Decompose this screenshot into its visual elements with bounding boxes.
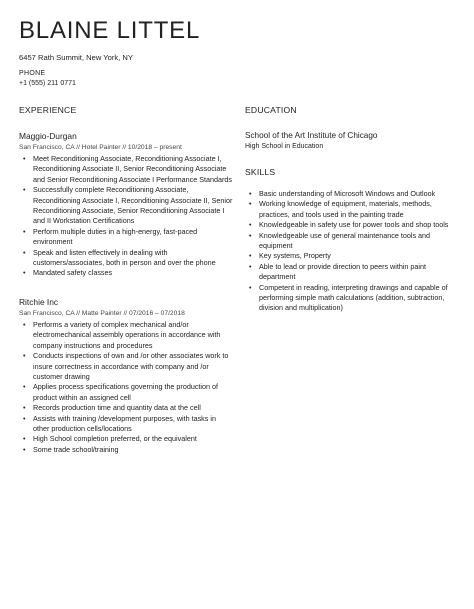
job-company: Ritchie Inc	[19, 296, 59, 307]
skills-list	[245, 189, 460, 314]
phone-number: +1 (555) 211 0771	[19, 80, 76, 87]
skills-heading: SKILLS	[245, 167, 276, 177]
job-bullet: • Applies process specifications governing the production of product within an assigned cell	[19, 382, 234, 403]
job-bullets	[19, 154, 234, 279]
job-bullet: • Meet Reconditioning Associate, Reconditioning Associate I, Reconditioning Associate II, Senior Reconditioning Associate and Senior Reconditioning Associate I Performance Standards	[19, 154, 234, 185]
skill-item: • Knowledgeable in safety use for power tools and shop tools	[245, 220, 460, 230]
address: 6457 Rath Summit, New York, NY	[19, 53, 133, 62]
skill-item: • Key systems, Property	[245, 251, 460, 261]
job-bullet: • Successfully complete Reconditioning Associate, Reconditioning Associate I, Reconditioning Associate II, Senior Reconditioning Associate, Senior Reconditioning Associate I and II Workstation Certifications	[19, 185, 234, 227]
job-bullets	[19, 320, 234, 455]
job-bullet: • Perform multiple duties in a high-energy, fast-paced environment	[19, 227, 234, 248]
skill-item: • Competent in reading, interpreting drawings and capable of performing simple math calculations (addition, subtraction, division and multiplication)	[245, 283, 460, 314]
skill-item: • Knowledgeable use of general maintenance tools and equipment	[245, 231, 460, 252]
experience-heading: EXPERIENCE	[19, 105, 77, 115]
experience-section	[19, 105, 234, 473]
skill-item: • Working knowledge of equipment, materials, methods, practices, and tools used in the painting trade	[245, 199, 460, 220]
job-bullet: • Assists with training /development purposes, with tasks in other production cells/locations	[19, 414, 234, 435]
job-bullet: • Speak and listen effectively in dealing with customers/associates, both in person and over the phone	[19, 248, 234, 269]
job-list	[19, 131, 234, 455]
skill-item: • Able to lead or provide direction to peers within paint department	[245, 262, 460, 283]
job-bullet: • Records production time and quantity data at the cell	[19, 403, 234, 413]
education-degree: High School in Education	[245, 143, 324, 150]
right-column	[245, 105, 460, 314]
job-meta: San Francisco, CA // Matte Painter // 07/2016 – 07/2018	[19, 309, 185, 317]
job-bullet: • Performs a variety of complex mechanical and/or electromechanical assembly operations in accordance with company instructions and procedures	[19, 320, 234, 351]
education-heading: EDUCATION	[245, 105, 297, 115]
job-bullet: • Conducts inspections of own and /or other associates work to insure correctness in accordance with company and /or customer drawing	[19, 351, 234, 382]
skill-item: • Basic understanding of Microsoft Windows and Outlook	[245, 189, 460, 199]
job-bullet: • High School completion preferred, or the equivalent	[19, 434, 234, 444]
education-school: School of the Art Institute of Chicago	[245, 131, 378, 140]
job-entry	[19, 297, 234, 455]
job-bullet: • Some trade school/training	[19, 445, 234, 455]
candidate-name: BLAINE LITTEL	[19, 17, 201, 44]
job-entry	[19, 131, 234, 279]
job-meta: San Francisco, CA // Hotel Painter // 10/2018 – present	[19, 144, 182, 151]
job-bullet: • Mandated safety classes	[19, 268, 234, 278]
phone-label: PHONE	[19, 70, 46, 77]
job-company: Maggio-Durgan	[19, 131, 77, 141]
